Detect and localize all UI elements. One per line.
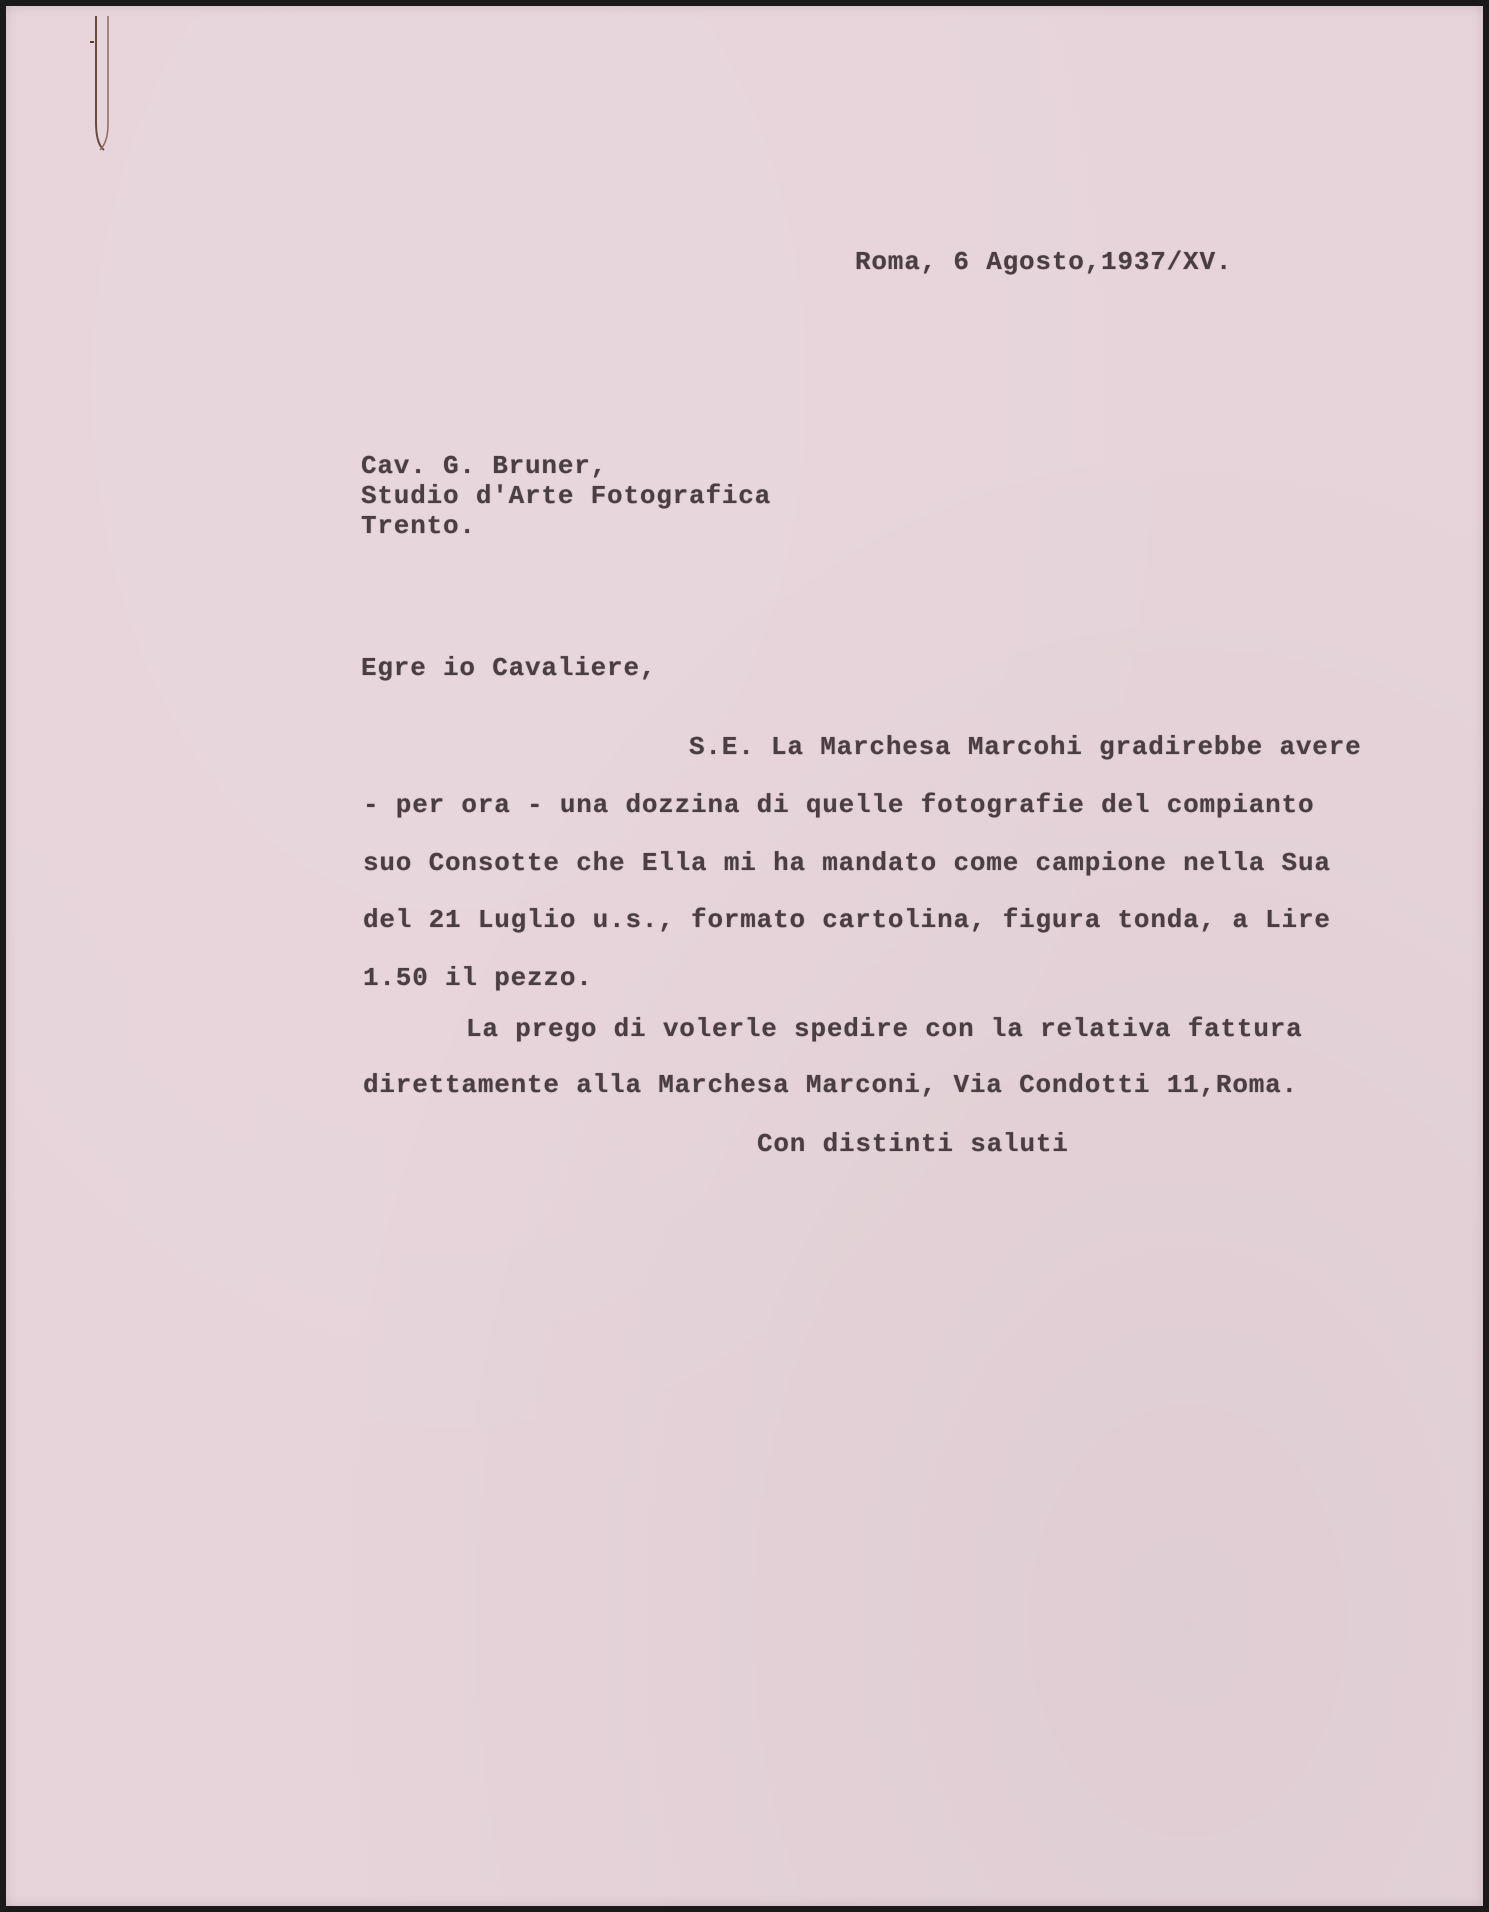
body-line: - per ora - una dozzina di quelle fotografie del compianto [363,790,1315,820]
body-line: direttamente alla Marchesa Marconi, Via Condotti 11,Roma. [363,1070,1298,1100]
closing: Con distinti saluti [757,1129,1069,1159]
letter-page [6,6,1483,1906]
staple-mark-icon [84,12,118,157]
letter-date: Roma, 6 Agosto,1937/XV. [855,247,1233,277]
body-line: S.E. La Marchesa Marcohi gradirebbe avere [689,732,1362,762]
salutation: Egre io Cavaliere, [361,653,657,683]
body-line: La prego di volerle spedire con la relativa fattura [466,1014,1303,1044]
body-line: 1.50 il pezzo. [363,963,593,993]
body-line: del 21 Luglio u.s., formato cartolina, figura tonda, a Lire [363,905,1331,935]
recipient-name: Cav. G. Bruner, [361,451,608,481]
recipient-company: Studio d'Arte Fotografica [361,481,772,511]
recipient-city: Trento. [361,511,476,541]
body-line: suo Consotte che Ella mi ha mandato come campione nella Sua [363,848,1331,878]
